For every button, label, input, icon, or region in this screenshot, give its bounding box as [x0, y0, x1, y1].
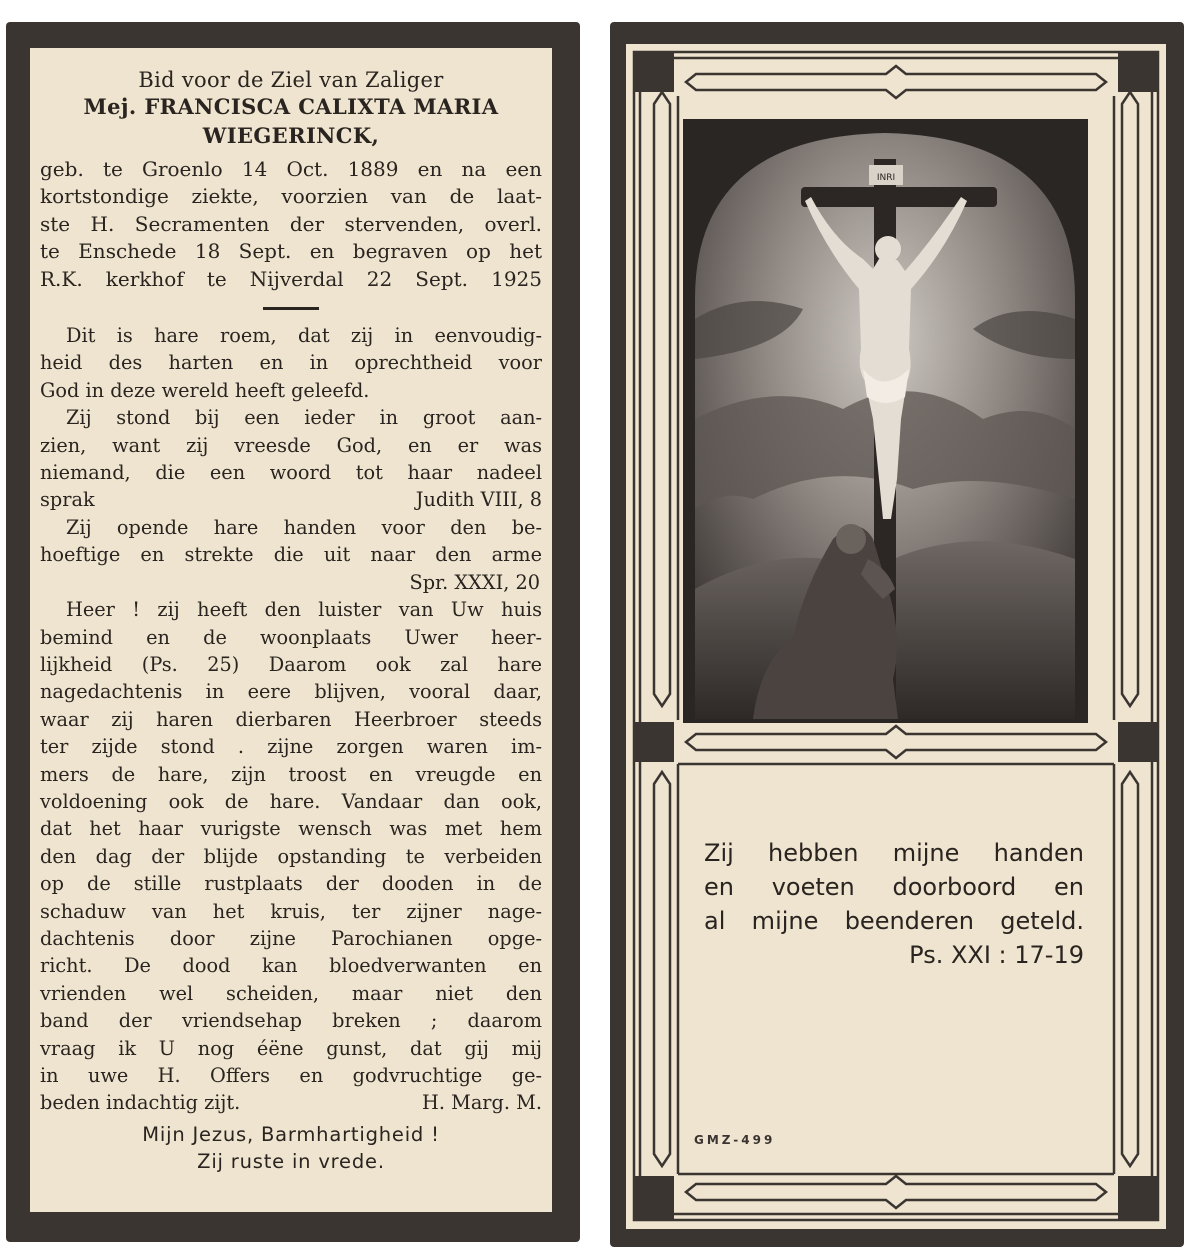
- section-divider: [263, 307, 319, 310]
- text-line: mers de hare, zijn troost en vreugde en: [40, 762, 542, 786]
- text-line: beden indachtig zijt.: [40, 1091, 241, 1115]
- text-line: heid des harten en in oprechtheid voor: [40, 351, 542, 375]
- text-line: in uwe H. Offers en godvruchtige ge-: [40, 1064, 542, 1087]
- text-line: niemand, die een woord tot haar nadeel: [40, 461, 542, 485]
- cross-title-plaque: INRI: [876, 173, 896, 183]
- biography-line: ste H. Secramenten der stervenden, overl.: [40, 211, 542, 236]
- image-side-inner: [626, 44, 1166, 1229]
- text-line: band der vriendsehap breken ; daarom: [40, 1009, 542, 1033]
- verse-line: en voeten doorboord en: [704, 873, 1084, 901]
- biography-paragraph: [40, 156, 542, 293]
- quote-paragraph-3: [40, 514, 542, 596]
- text-line: dachtenis door zijne Parochianen opge-: [40, 926, 542, 950]
- text-line: Zij opende hare handen voor den be-: [66, 515, 542, 539]
- text-line: bemind en de woonplaats Uwer heer-: [40, 625, 542, 649]
- memorial-card-text-side: [6, 22, 580, 1242]
- text-line: vrienden wel scheiden, maar niet den: [40, 981, 542, 1005]
- biography-line: R.K. kerkhof te Nijverdal 22 Sept. 1925: [40, 266, 542, 291]
- scripture-reference: H. Marg. M.: [422, 1091, 542, 1115]
- text-line: Zij stond bij een ieder in groot aan-: [66, 406, 542, 430]
- text-line: hoeftige en strekte die uit naar den arme: [40, 543, 542, 567]
- deceased-name: [40, 92, 542, 150]
- closing-invocation: Mijn Jezus, Barmhartigheid !: [142, 1122, 440, 1146]
- deceased-name-line-1: Mej. FRANCISCA CALIXTA MARIA: [83, 94, 499, 119]
- print-code: GMZ-499: [694, 1133, 776, 1147]
- verse-line: Zij hebben mijne handen: [704, 839, 1084, 867]
- text-line: sprak: [40, 488, 95, 512]
- text-line: Heer ! zij heeft den luister van Uw huis: [66, 598, 542, 622]
- prayer-header: Bid voor de Ziel van Zaliger: [138, 68, 444, 92]
- text-line: zien, want zij vreesde God, en er was: [40, 433, 542, 457]
- text-line: lijkheid (Ps. 25) Daarom ook zal hare: [40, 652, 542, 676]
- text-line: voldoening ook de hare. Vandaar dan ook,: [40, 789, 542, 813]
- text-line: richt. De dood kan bloedverwanten en: [40, 954, 542, 978]
- text-line: den dag der blijde opstanding te verbeiden: [40, 844, 542, 868]
- card-text-area: [30, 48, 552, 1212]
- text-line: Dit is hare roem, dat zij in eenvoudig-: [66, 324, 542, 348]
- scripture-verse: [704, 836, 1084, 972]
- crucifixion-illustration: [683, 119, 1088, 723]
- text-line: ter zijde stond . zijne zorgen waren im-: [40, 735, 542, 759]
- text-line-with-reference: [40, 1089, 542, 1116]
- text-line: nagedachtenis in eere blijven, vooral daar,: [40, 680, 542, 704]
- quote-paragraph-1: [40, 322, 542, 404]
- closing-rest-in-peace: Zij ruste in vrede.: [197, 1149, 385, 1173]
- text-line: waar zij haren dierbaren Heerbroer steeds: [40, 707, 542, 731]
- scripture-reference: Spr. XXXI, 20: [409, 570, 540, 594]
- crucifixion-artwork: [683, 119, 1088, 723]
- text-line: schaduw van het kruis, ter zijner nage-: [40, 899, 542, 923]
- biography-line: te Enschede 18 Sept. en begraven op het: [40, 239, 542, 264]
- scripture-reference: Judith VIII, 8: [415, 488, 542, 512]
- text-line: op de stille rustplaats der dooden in de: [40, 872, 542, 896]
- quote-paragraph-2: [40, 404, 542, 514]
- text-line: vraag ik U nog éëne gunst, dat gij mij: [40, 1036, 542, 1060]
- verse-line: al mijne beenderen geteld.: [704, 907, 1084, 935]
- deceased-name-line-2: WIEGERINCK,: [202, 123, 380, 148]
- memorial-card-image-side: [610, 22, 1184, 1247]
- text-line: dat het haar vurigste wensch was met hem: [40, 817, 542, 841]
- text-line: God in deze wereld heeft geleefd.: [40, 378, 370, 402]
- biography-line: geb. te Groenlo 14 Oct. 1889 en na een: [40, 157, 542, 181]
- biography-line: kortstondige ziekte, voorzien van de laat-: [40, 184, 542, 209]
- quote-paragraph-4: [40, 596, 542, 1117]
- verse-reference: Ps. XXI : 17-19: [909, 941, 1084, 969]
- text-line-with-reference: [40, 486, 542, 513]
